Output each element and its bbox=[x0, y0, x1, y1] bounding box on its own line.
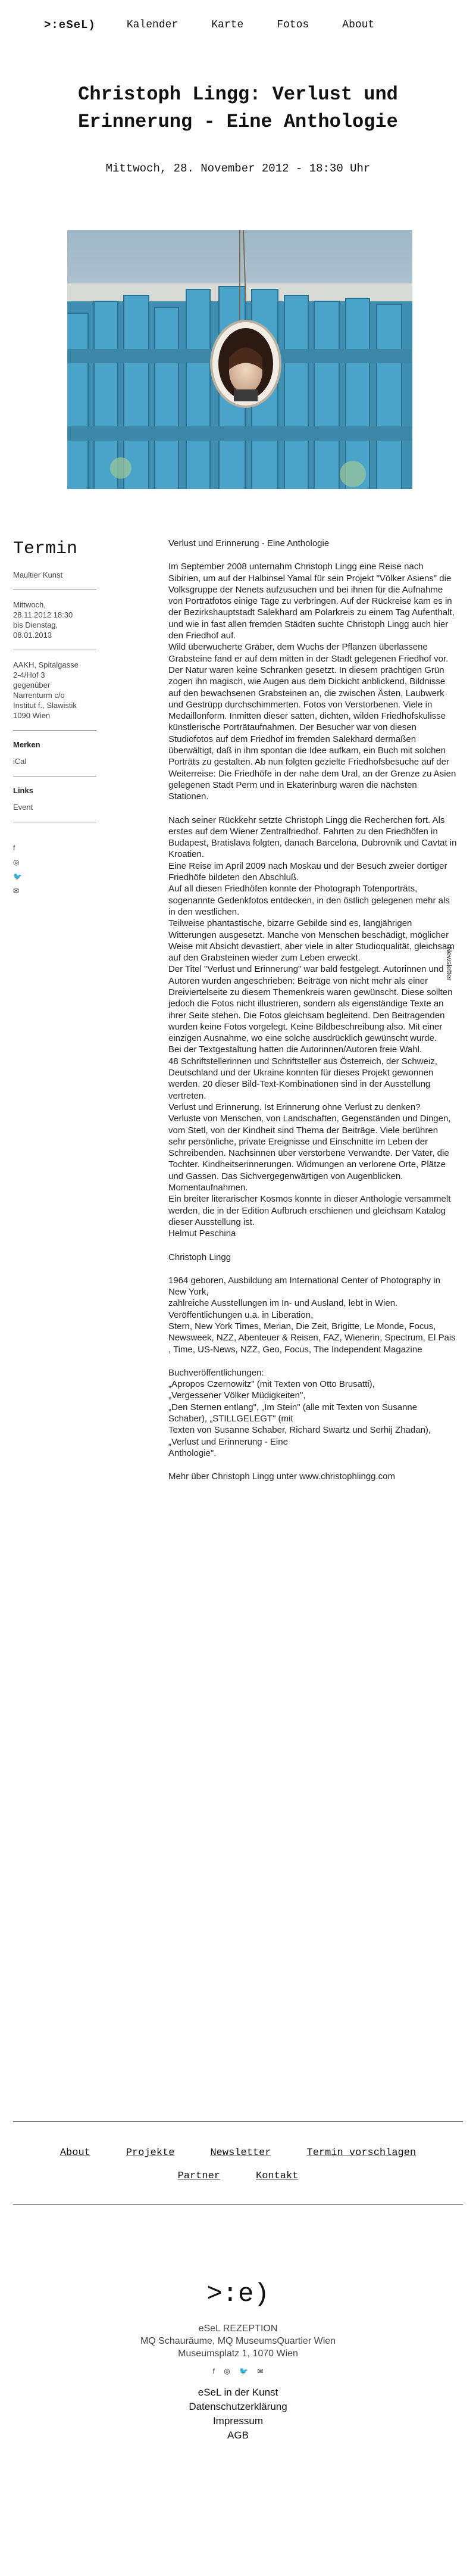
fence-portrait-photo bbox=[67, 230, 412, 489]
footer-link-partner[interactable]: Partner bbox=[177, 2170, 220, 2182]
footer-divider bbox=[13, 2121, 463, 2122]
footer-link-impressum[interactable]: Impressum bbox=[212, 2415, 264, 2427]
footer-divider bbox=[13, 2204, 463, 2205]
description-title: Verlust und Erinnerung - Eine Anthologie bbox=[168, 538, 330, 548]
sidebar-social bbox=[13, 844, 96, 895]
ical-link[interactable]: iCal bbox=[13, 757, 27, 766]
site-logo[interactable]: >:eSeL) bbox=[44, 18, 96, 32]
sidebar-heading: Termin bbox=[13, 539, 78, 559]
event-date: Mittwoch, 28. November 2012 - 18:30 Uhr bbox=[105, 162, 371, 175]
facebook-icon[interactable]: f bbox=[13, 844, 15, 852]
artist-name: Christoph Lingg bbox=[168, 1252, 231, 1262]
spacer bbox=[168, 803, 458, 815]
twitter-icon[interactable]: 🐦 bbox=[13, 872, 22, 881]
facebook-icon[interactable]: f bbox=[212, 2367, 215, 2375]
event-location[interactable]: AAKH, Spitalgasse 2-4/Hof 3 gegenüber Narrenturm c/o Institut f., Slawistik 1090 Wien bbox=[13, 660, 79, 720]
artist-website[interactable]: Mehr über Christoph Lingg unter www.christophlingg.com bbox=[168, 1471, 396, 1482]
sidebar-divider bbox=[13, 730, 96, 731]
event-link[interactable]: Event bbox=[13, 803, 33, 812]
nav-karte[interactable]: Karte bbox=[211, 19, 244, 31]
footer-links bbox=[0, 2385, 476, 2443]
footer-link-datenschutz[interactable]: Datenschutzerklärung bbox=[189, 2401, 287, 2412]
footer-link-kontakt[interactable]: Kontakt bbox=[256, 2170, 299, 2182]
footer-link-esel-in-der-kunst[interactable]: eSeL in der Kunst bbox=[198, 2387, 278, 2398]
links-heading: Links bbox=[13, 786, 33, 795]
event-sidebar bbox=[13, 539, 96, 901]
footer-navigation bbox=[0, 2147, 476, 2194]
spacer bbox=[168, 1263, 458, 1275]
mail-icon[interactable]: ✉ bbox=[13, 887, 20, 895]
nav-about[interactable]: About bbox=[342, 19, 375, 31]
spacer bbox=[168, 549, 458, 561]
event-title-line1: Christoph Lingg: Verlust und bbox=[78, 83, 398, 105]
event-category[interactable]: Maultier Kunst bbox=[13, 570, 63, 579]
event-dates: Mittwoch, 28.11.2012 18:30 bis Dienstag, 08.01.2013 bbox=[13, 600, 73, 640]
footer-link-newsletter[interactable]: Newsletter bbox=[210, 2147, 271, 2159]
footer-link-agb[interactable]: AGB bbox=[227, 2430, 249, 2441]
mail-icon[interactable]: ✉ bbox=[257, 2367, 264, 2375]
spacer bbox=[168, 1240, 458, 1252]
instagram-icon[interactable]: ◎ bbox=[224, 2367, 230, 2375]
footer-social bbox=[0, 2367, 476, 2375]
artist-bio: 1964 geboren, Ausbildung am International Center of Photography in New York, zahlreiche Ausstellungen im In- und Ausland, lebt in Wien. Veröffentlichungen u.a. in Liberation, Stern, New York Times, Merian, Die Zeit, Brigitte, Le Monde, Focus, Newsweek, NZZ, Abenteuer & Reisen, FAZ, Wienerin, Spectrum, El Pais , Time, US-News, NZZ, Geo, Focus, The Independent Magazine bbox=[168, 1275, 456, 1355]
spacer bbox=[168, 1459, 458, 1471]
twitter-icon[interactable]: 🐦 bbox=[239, 2367, 249, 2375]
newsletter-tab[interactable]: Newsletter bbox=[445, 947, 453, 981]
instagram-icon[interactable]: ◎ bbox=[13, 858, 20, 866]
footer-link-about[interactable]: About bbox=[60, 2147, 90, 2159]
event-title-line2: Erinnerung - Eine Anthologie bbox=[78, 111, 398, 133]
description-paragraph: Im September 2008 unternahm Christoph Lingg eine Reise nach Sibirien, um auf der Halbinsel Yamal für sein Projekt "Völker Asiens" die Volksgruppe der Nenets aufzusuchen und bei ihnen für die Aufnahme von Porträtfotos einige Tage zu verbringen. Auf der Rückreise kam es in der Bezirkshauptstadt Salekhard am Polarkreis zu einem Tag Aufenthalt, und wie in fast allen fremden Städten suchte Christoph Lingg auch hier den Friedhof auf. Wild überwucherte Gräber, dem Wuchs der Pflanzen überlassene Grabsteine fand er auf dem mitten in der Stadt gelegenen Friedhof vor. Der Natur waren keine Schranken gesetzt. In diesem prächtigen Grün zogen ihn magisch, wie Augen aus dem Dickicht anblickend, Bildnisse auf den bewachsenen Grabsteinen an, die zwischen Ästen, Laubwerk und Gestrüpp durchschimmerten. Fotos von Verstorbenen. Viele in Medaillonform. Inmitten dieser satten, dichten, wilden Friedhofskulisse künstlerische Porträtaufnahmen. Der Besucher war von diesen Studiofotos auf dem Friedhof im fremden Salekhard dermaßen überwältigt, daß in ihm spontan die Idee aufkam, ein Buch mit solchen Porträts zu gestalten. Ab nun folgten gezielte Friedhofsbesuche auf der Weiterreise: Die Friedhöfe in der nahe dem Ural, an der Grenze zu Asien gelegenen Stadt Perm und in Ekaterinburg waren die nächsten Stationen. bbox=[168, 562, 456, 802]
event-title bbox=[48, 81, 428, 136]
description-paragraph: Nach seiner Rückkehr setzte Christoph Lingg die Recherchen fort. Als erstes auf dem Wiener Zentralfriedhof. Fahrten zu den Friedhöfen in Budapest, Bratislava folgten, danach Barcelona, Dubrovnik und Cavtat in Kroatien. Eine Reise im April 2009 nach Moskau und der Besuch zweier dortiger Friedhöfe bildeten den Abschluß. Auf all diesen Friedhöfen konnte der Photograph Totenporträts, sogenannte Gedenkfotos entdecken, in den östlich gelegenen mehr als in den westlichen. Teilweise phantastische, bizarre Gebilde sind es, langjährigen Witterungen ausgesetzt. Manche von Menschen beschädigt, möglicher Weise mit Absicht devastiert, aber viele in alter Studioqualität, gleichsam auf den Grabsteinen wieder zum Leben erweckt. Der Titel "Verlust und Erinnerung" war bald festgelegt. Autorinnen und Autoren wurden angeschrieben: Beiträge von nicht mehr als einer Dreiviertelseite zu diesem Themenkreis waren gewünscht. Diese sollten jedoch die Fotos nicht illustrieren, sondern als eigenständige Texte an ihrer Seite stehen. Die Fotos gleichsam begleitend. Den Beitragenden wurden keine Fotos vorgelegt. Keine Bildbeschreibung also. Mit einer einzigen Ausnahme, wo eine solche ausdrücklich gewünscht wurde. Bei der Textgestaltung hatten die Autorinnen/Autoren freie Wahl. 48 Schriftstellerinnen und Schriftsteller aus Österreich, der Schweiz, Deutschland und der Ukraine konnten für dieses Projekt gewonnen werden. 20 dieser Bild-Text-Kombinationen sind in der Ausstellung vertreten. Verlust und Erinnerung. Ist Erinnerung ohne Verlust zu denken? Verluste von Menschen, von Landschaften, Gegenständen und Dingen, vom Stetl, von der Kindheit sind Thema der Beiträge. Viele berühren sehr persönliche, private Ereignisse und Einschnitte im Leben der Schreibenden. Nachsinnen über verstorbene Verwandte. Der Vater, die Tochter. Kindheitserinnerungen. Widmungen an verlorene Orte, Plätze und Gassen. Das Sichvergegenwärtigen von Augenblicken. Momentaufnahmen. Ein breiter literarischer Kosmos konnte in dieser Anthologie versammelt werden, die in der Edition Aufbruch erschienen und gleichsam Katalog dieser Ausstellung ist. Helmut Peschina bbox=[168, 815, 457, 1239]
hero-image bbox=[67, 230, 412, 489]
spacer bbox=[168, 1355, 458, 1367]
nav-kalender[interactable]: Kalender bbox=[126, 19, 178, 31]
footer-address: eSeL REZEPTION MQ Schauräume, MQ MuseumsQuartier Wien Museumsplatz 1, 1070 Wien bbox=[140, 2324, 336, 2359]
top-navigation bbox=[44, 13, 408, 37]
footer-link-projekte[interactable]: Projekte bbox=[126, 2147, 175, 2159]
merken-heading: Merken bbox=[13, 740, 40, 749]
event-description bbox=[168, 538, 458, 1483]
footer-link-termin-vorschlagen[interactable]: Termin vorschlagen bbox=[306, 2147, 416, 2159]
footer-logo[interactable]: >:e) bbox=[206, 2279, 270, 2309]
artist-publications: Buchveröffentlichungen: „Apropos Czernowitz" (mit Texten von Otto Brusatti), „Vergessener Völker Müdigkeiten", „Den Sternen entlang", „Im Stein" (alle mit Texten von Susanne Schaber), „STILLGELEGT" (mit Texten von Susanne Schaber, Richard Swartz und Serhij Zhadan), „Verlust und Erinnerung - Eine Anthologie". bbox=[168, 1367, 431, 1458]
nav-fotos[interactable]: Fotos bbox=[277, 19, 309, 31]
